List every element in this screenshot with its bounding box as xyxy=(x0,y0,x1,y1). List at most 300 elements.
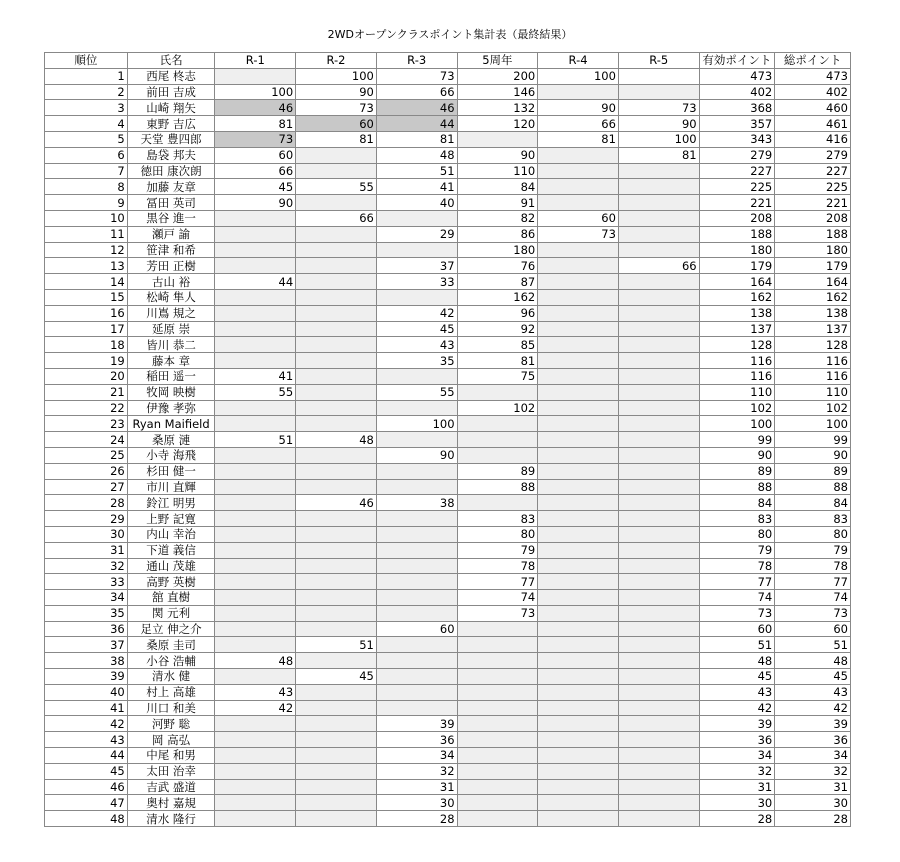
r2-cell xyxy=(296,779,377,795)
r5-cell xyxy=(618,195,699,211)
rank-cell: 25 xyxy=(45,447,128,463)
r4-cell xyxy=(538,353,619,369)
name-cell: 黒谷 進一 xyxy=(127,210,215,226)
r2-cell xyxy=(296,163,377,179)
rank-cell: 29 xyxy=(45,511,128,527)
rank-cell: 44 xyxy=(45,748,128,764)
header-valid-points: 有効ポイント xyxy=(699,53,775,69)
r5-cell xyxy=(618,179,699,195)
r1-cell xyxy=(215,447,296,463)
name-cell: 奥村 嘉規 xyxy=(127,795,215,811)
r3-cell: 34 xyxy=(376,748,457,764)
name-cell: 岡 高弘 xyxy=(127,732,215,748)
anniversary-cell: 81 xyxy=(457,353,538,369)
r1-cell: 81 xyxy=(215,116,296,132)
r2-cell xyxy=(296,305,377,321)
total-points-cell: 138 xyxy=(775,305,851,321)
total-points-cell: 90 xyxy=(775,447,851,463)
r1-cell: 66 xyxy=(215,163,296,179)
r1-cell xyxy=(215,353,296,369)
r5-cell xyxy=(618,795,699,811)
total-points-cell: 30 xyxy=(775,795,851,811)
r3-cell xyxy=(376,526,457,542)
r5-cell xyxy=(618,763,699,779)
r5-cell xyxy=(618,590,699,606)
r5-cell xyxy=(618,511,699,527)
total-points-cell: 99 xyxy=(775,432,851,448)
rank-cell: 38 xyxy=(45,653,128,669)
r5-cell xyxy=(618,716,699,732)
total-points-cell: 74 xyxy=(775,590,851,606)
r3-cell xyxy=(376,511,457,527)
r3-cell: 60 xyxy=(376,621,457,637)
rank-cell: 13 xyxy=(45,258,128,274)
total-points-cell: 45 xyxy=(775,669,851,685)
anniversary-cell xyxy=(457,637,538,653)
r3-cell: 45 xyxy=(376,321,457,337)
rank-cell: 40 xyxy=(45,684,128,700)
anniversary-cell: 79 xyxy=(457,542,538,558)
table-row xyxy=(45,542,851,558)
name-cell: 瀬戸 諭 xyxy=(127,226,215,242)
r5-cell xyxy=(618,700,699,716)
name-cell: 河野 聡 xyxy=(127,716,215,732)
valid-points-cell: 473 xyxy=(699,68,775,84)
total-points-cell: 83 xyxy=(775,511,851,527)
r4-cell: 66 xyxy=(538,116,619,132)
name-cell: 太田 治幸 xyxy=(127,763,215,779)
valid-points-cell: 28 xyxy=(699,811,775,827)
anniversary-cell: 200 xyxy=(457,68,538,84)
r1-cell xyxy=(215,590,296,606)
r3-cell: 81 xyxy=(376,131,457,147)
r3-cell: 90 xyxy=(376,447,457,463)
r1-cell xyxy=(215,495,296,511)
total-points-cell: 48 xyxy=(775,653,851,669)
r1-cell: 100 xyxy=(215,84,296,100)
table-row xyxy=(45,605,851,621)
r2-cell xyxy=(296,590,377,606)
rank-cell: 48 xyxy=(45,811,128,827)
r1-cell xyxy=(215,321,296,337)
valid-points-cell: 180 xyxy=(699,242,775,258)
r5-cell xyxy=(618,242,699,258)
total-points-cell: 100 xyxy=(775,416,851,432)
r2-cell: 66 xyxy=(296,210,377,226)
r3-cell: 29 xyxy=(376,226,457,242)
r4-cell xyxy=(538,163,619,179)
r5-cell xyxy=(618,416,699,432)
r1-cell xyxy=(215,258,296,274)
r1-cell xyxy=(215,748,296,764)
total-points-cell: 78 xyxy=(775,558,851,574)
r4-cell xyxy=(538,700,619,716)
r3-cell xyxy=(376,400,457,416)
r5-cell xyxy=(618,274,699,290)
r5-cell xyxy=(618,68,699,84)
r3-cell: 38 xyxy=(376,495,457,511)
r1-cell xyxy=(215,416,296,432)
r4-cell xyxy=(538,590,619,606)
r5-cell xyxy=(618,337,699,353)
r2-cell xyxy=(296,748,377,764)
rank-cell: 16 xyxy=(45,305,128,321)
anniversary-cell: 83 xyxy=(457,511,538,527)
table-row xyxy=(45,305,851,321)
anniversary-cell: 180 xyxy=(457,242,538,258)
r4-cell xyxy=(538,795,619,811)
valid-points-cell: 116 xyxy=(699,353,775,369)
total-points-cell: 60 xyxy=(775,621,851,637)
anniversary-cell: 80 xyxy=(457,526,538,542)
total-points-cell: 402 xyxy=(775,84,851,100)
total-points-cell: 88 xyxy=(775,479,851,495)
r5-cell xyxy=(618,353,699,369)
r5-cell xyxy=(618,732,699,748)
total-points-cell: 473 xyxy=(775,68,851,84)
r2-cell xyxy=(296,416,377,432)
rank-cell: 10 xyxy=(45,210,128,226)
r4-cell xyxy=(538,542,619,558)
anniversary-cell xyxy=(457,447,538,463)
name-cell: 皆川 恭二 xyxy=(127,337,215,353)
r3-cell: 37 xyxy=(376,258,457,274)
name-cell: 吉武 盛道 xyxy=(127,779,215,795)
valid-points-cell: 32 xyxy=(699,763,775,779)
r4-cell: 90 xyxy=(538,100,619,116)
r4-cell xyxy=(538,495,619,511)
valid-points-cell: 227 xyxy=(699,163,775,179)
r3-cell: 30 xyxy=(376,795,457,811)
header-r1: R-1 xyxy=(215,53,296,69)
r2-cell xyxy=(296,574,377,590)
r4-cell xyxy=(538,811,619,827)
valid-points-cell: 45 xyxy=(699,669,775,685)
name-cell: 牧岡 映樹 xyxy=(127,384,215,400)
rank-cell: 9 xyxy=(45,195,128,211)
r5-cell xyxy=(618,637,699,653)
name-cell: 延原 崇 xyxy=(127,321,215,337)
r5-cell xyxy=(618,400,699,416)
header-r5: R-5 xyxy=(618,53,699,69)
anniversary-cell: 96 xyxy=(457,305,538,321)
r1-cell xyxy=(215,716,296,732)
r3-cell xyxy=(376,574,457,590)
r2-cell xyxy=(296,226,377,242)
r4-cell xyxy=(538,732,619,748)
rank-cell: 28 xyxy=(45,495,128,511)
valid-points-cell: 73 xyxy=(699,605,775,621)
anniversary-cell xyxy=(457,763,538,779)
r5-cell xyxy=(618,289,699,305)
r4-cell: 60 xyxy=(538,210,619,226)
anniversary-cell: 91 xyxy=(457,195,538,211)
r4-cell: 81 xyxy=(538,131,619,147)
table-row xyxy=(45,131,851,147)
table-body xyxy=(45,68,851,826)
total-points-cell: 179 xyxy=(775,258,851,274)
r3-cell: 44 xyxy=(376,116,457,132)
name-cell: 山崎 翔矢 xyxy=(127,100,215,116)
table-row xyxy=(45,700,851,716)
valid-points-cell: 84 xyxy=(699,495,775,511)
anniversary-cell: 89 xyxy=(457,463,538,479)
r1-cell xyxy=(215,763,296,779)
r2-cell: 100 xyxy=(296,68,377,84)
anniversary-cell xyxy=(457,779,538,795)
r3-cell xyxy=(376,432,457,448)
table-row xyxy=(45,637,851,653)
name-cell: 鈴江 明男 xyxy=(127,495,215,511)
r3-cell: 51 xyxy=(376,163,457,179)
anniversary-cell xyxy=(457,732,538,748)
total-points-cell: 102 xyxy=(775,400,851,416)
rank-cell: 4 xyxy=(45,116,128,132)
rank-cell: 47 xyxy=(45,795,128,811)
r5-cell xyxy=(618,653,699,669)
rank-cell: 5 xyxy=(45,131,128,147)
rank-cell: 32 xyxy=(45,558,128,574)
anniversary-cell xyxy=(457,653,538,669)
rank-cell: 2 xyxy=(45,84,128,100)
r5-cell xyxy=(618,542,699,558)
anniversary-cell: 82 xyxy=(457,210,538,226)
table-row xyxy=(45,321,851,337)
r2-cell xyxy=(296,684,377,700)
r3-cell: 40 xyxy=(376,195,457,211)
r5-cell xyxy=(618,305,699,321)
table-row xyxy=(45,258,851,274)
table-row xyxy=(45,479,851,495)
r2-cell xyxy=(296,321,377,337)
r3-cell xyxy=(376,684,457,700)
r4-cell xyxy=(538,574,619,590)
r5-cell xyxy=(618,574,699,590)
total-points-cell: 227 xyxy=(775,163,851,179)
total-points-cell: 128 xyxy=(775,337,851,353)
table-row xyxy=(45,732,851,748)
valid-points-cell: 42 xyxy=(699,700,775,716)
rank-cell: 43 xyxy=(45,732,128,748)
rank-cell: 35 xyxy=(45,605,128,621)
valid-points-cell: 137 xyxy=(699,321,775,337)
total-points-cell: 225 xyxy=(775,179,851,195)
valid-points-cell: 225 xyxy=(699,179,775,195)
r3-cell xyxy=(376,479,457,495)
valid-points-cell: 162 xyxy=(699,289,775,305)
total-points-cell: 73 xyxy=(775,605,851,621)
r4-cell xyxy=(538,511,619,527)
r4-cell xyxy=(538,337,619,353)
r1-cell xyxy=(215,558,296,574)
r2-cell xyxy=(296,147,377,163)
r3-cell: 46 xyxy=(376,100,457,116)
header-total-points: 総ポイント xyxy=(775,53,851,69)
valid-points-cell: 164 xyxy=(699,274,775,290)
r2-cell: 48 xyxy=(296,432,377,448)
page-title: 2WDオープンクラスポイント集計表（最終結果） xyxy=(327,28,573,41)
table-row xyxy=(45,653,851,669)
r1-cell xyxy=(215,305,296,321)
r2-cell xyxy=(296,384,377,400)
table-row xyxy=(45,226,851,242)
r1-cell: 44 xyxy=(215,274,296,290)
r3-cell: 66 xyxy=(376,84,457,100)
r1-cell xyxy=(215,242,296,258)
table-row xyxy=(45,179,851,195)
name-cell: 清水 隆行 xyxy=(127,811,215,827)
anniversary-cell: 75 xyxy=(457,368,538,384)
valid-points-cell: 34 xyxy=(699,748,775,764)
r3-cell: 39 xyxy=(376,716,457,732)
r1-cell: 41 xyxy=(215,368,296,384)
r2-cell xyxy=(296,558,377,574)
r4-cell xyxy=(538,274,619,290)
r5-cell xyxy=(618,368,699,384)
valid-points-cell: 343 xyxy=(699,131,775,147)
table-row xyxy=(45,763,851,779)
rank-cell: 19 xyxy=(45,353,128,369)
rank-cell: 17 xyxy=(45,321,128,337)
anniversary-cell: 84 xyxy=(457,179,538,195)
rank-cell: 3 xyxy=(45,100,128,116)
r4-cell xyxy=(538,637,619,653)
total-points-cell: 79 xyxy=(775,542,851,558)
valid-points-cell: 179 xyxy=(699,258,775,274)
rank-cell: 21 xyxy=(45,384,128,400)
rank-cell: 42 xyxy=(45,716,128,732)
total-points-cell: 34 xyxy=(775,748,851,764)
r2-cell xyxy=(296,274,377,290)
valid-points-cell: 99 xyxy=(699,432,775,448)
r4-cell xyxy=(538,526,619,542)
anniversary-cell: 87 xyxy=(457,274,538,290)
r2-cell xyxy=(296,195,377,211)
header-r2: R-2 xyxy=(296,53,377,69)
r2-cell xyxy=(296,447,377,463)
name-cell: 清水 健 xyxy=(127,669,215,685)
rank-cell: 34 xyxy=(45,590,128,606)
rank-cell: 31 xyxy=(45,542,128,558)
r1-cell xyxy=(215,605,296,621)
r5-cell xyxy=(618,669,699,685)
rank-cell: 20 xyxy=(45,368,128,384)
r4-cell: 100 xyxy=(538,68,619,84)
table-row xyxy=(45,68,851,84)
rank-cell: 33 xyxy=(45,574,128,590)
name-cell: 芳田 正樹 xyxy=(127,258,215,274)
name-cell: 冨田 英司 xyxy=(127,195,215,211)
r2-cell xyxy=(296,763,377,779)
name-cell: 伊豫 孝弥 xyxy=(127,400,215,416)
r3-cell xyxy=(376,368,457,384)
r2-cell xyxy=(296,542,377,558)
r3-cell: 73 xyxy=(376,68,457,84)
anniversary-cell: 132 xyxy=(457,100,538,116)
r5-cell xyxy=(618,84,699,100)
r5-cell: 81 xyxy=(618,147,699,163)
table-row xyxy=(45,511,851,527)
anniversary-cell xyxy=(457,131,538,147)
name-cell: 小寺 海飛 xyxy=(127,447,215,463)
total-points-cell: 39 xyxy=(775,716,851,732)
name-cell: 舘 直樹 xyxy=(127,590,215,606)
r1-cell: 48 xyxy=(215,653,296,669)
name-cell: 加藤 友章 xyxy=(127,179,215,195)
r4-cell xyxy=(538,432,619,448)
r3-cell xyxy=(376,542,457,558)
r4-cell xyxy=(538,558,619,574)
valid-points-cell: 90 xyxy=(699,447,775,463)
total-points-cell: 110 xyxy=(775,384,851,400)
r3-cell xyxy=(376,653,457,669)
anniversary-cell: 110 xyxy=(457,163,538,179)
name-cell: 杉田 健一 xyxy=(127,463,215,479)
r1-cell xyxy=(215,637,296,653)
valid-points-cell: 30 xyxy=(699,795,775,811)
anniversary-cell: 86 xyxy=(457,226,538,242)
r2-cell: 90 xyxy=(296,84,377,100)
r2-cell xyxy=(296,368,377,384)
r4-cell xyxy=(538,684,619,700)
anniversary-cell: 162 xyxy=(457,289,538,305)
rank-cell: 6 xyxy=(45,147,128,163)
r4-cell xyxy=(538,653,619,669)
r1-cell: 45 xyxy=(215,179,296,195)
r3-cell: 28 xyxy=(376,811,457,827)
header-anniversary: 5周年 xyxy=(457,53,538,69)
rank-cell: 26 xyxy=(45,463,128,479)
valid-points-cell: 221 xyxy=(699,195,775,211)
table-row xyxy=(45,432,851,448)
valid-points-cell: 36 xyxy=(699,732,775,748)
r2-cell: 60 xyxy=(296,116,377,132)
r5-cell xyxy=(618,321,699,337)
r1-cell xyxy=(215,732,296,748)
valid-points-cell: 74 xyxy=(699,590,775,606)
valid-points-cell: 279 xyxy=(699,147,775,163)
table-row xyxy=(45,526,851,542)
r5-cell xyxy=(618,384,699,400)
anniversary-cell xyxy=(457,384,538,400)
valid-points-cell: 368 xyxy=(699,100,775,116)
r5-cell xyxy=(618,226,699,242)
table-row xyxy=(45,84,851,100)
r2-cell xyxy=(296,400,377,416)
total-points-cell: 137 xyxy=(775,321,851,337)
table-row xyxy=(45,416,851,432)
r3-cell: 33 xyxy=(376,274,457,290)
total-points-cell: 416 xyxy=(775,131,851,147)
total-points-cell: 116 xyxy=(775,368,851,384)
r2-cell: 46 xyxy=(296,495,377,511)
valid-points-cell: 51 xyxy=(699,637,775,653)
r2-cell xyxy=(296,258,377,274)
rank-cell: 12 xyxy=(45,242,128,258)
r2-cell xyxy=(296,621,377,637)
name-cell: 通山 茂雄 xyxy=(127,558,215,574)
table-row xyxy=(45,716,851,732)
anniversary-cell xyxy=(457,669,538,685)
r5-cell xyxy=(618,447,699,463)
header-r4: R-4 xyxy=(538,53,619,69)
r1-cell xyxy=(215,542,296,558)
rank-cell: 30 xyxy=(45,526,128,542)
name-cell: 島袋 邦夫 xyxy=(127,147,215,163)
anniversary-cell: 77 xyxy=(457,574,538,590)
r5-cell xyxy=(618,210,699,226)
r4-cell: 73 xyxy=(538,226,619,242)
